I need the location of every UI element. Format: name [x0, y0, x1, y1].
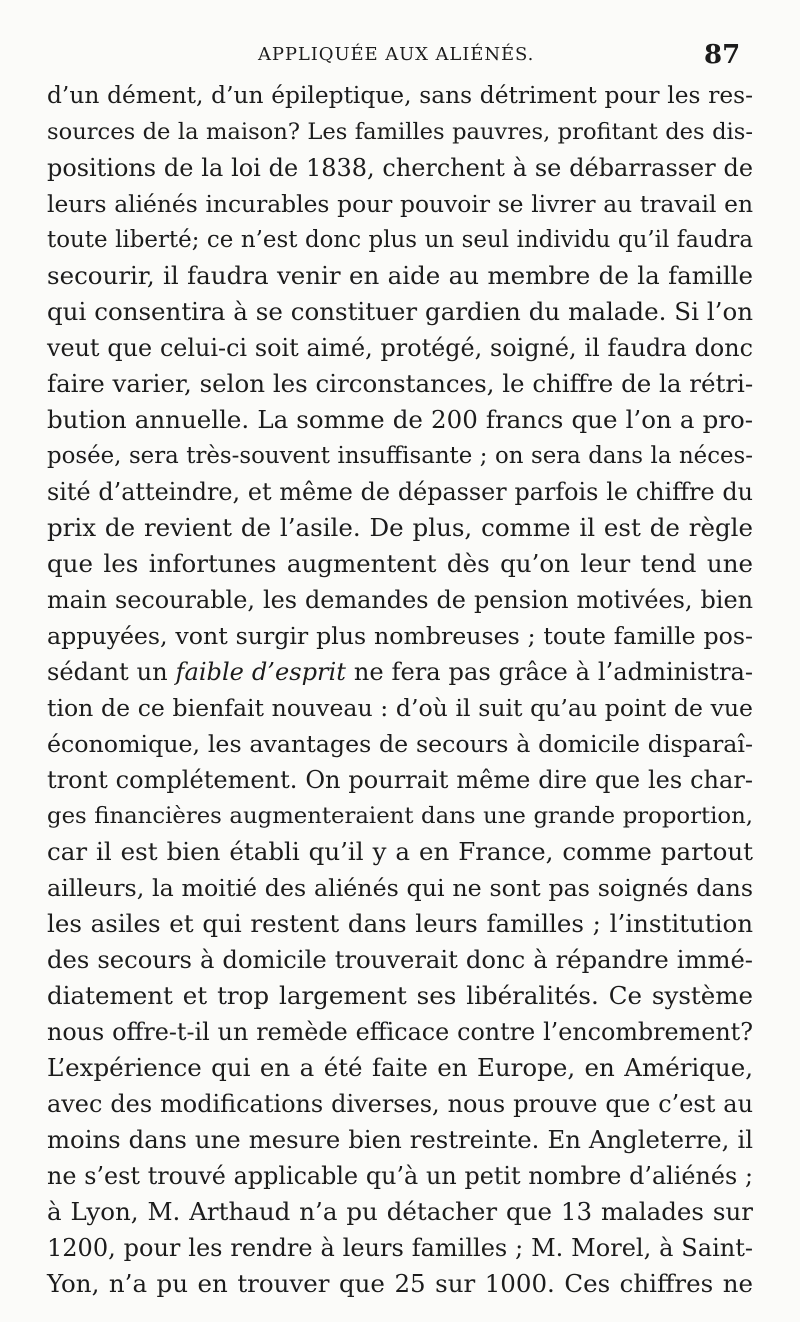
- running-title: APPLIQUÉE AUX ALIÉNÉS.: [258, 44, 535, 65]
- text-line: 1200, pour les rendre à leurs familles ; M. Morel, à Saint-: [47, 1234, 753, 1262]
- text-line: main secourable, les demandes de pension motivées, bien: [47, 586, 753, 614]
- text-line: les asiles et qui restent dans leurs familles ; l’institution: [47, 909, 753, 938]
- text-line: sité d’atteindre, et même de dépasser parfois le chiffre du: [47, 478, 753, 506]
- text-line: avec des modifications diverses, nous prouve que c’est au: [47, 1090, 753, 1118]
- text-line: faire varier, selon les circonstances, le chiffre de la rétri-: [47, 369, 754, 398]
- text-line: leurs aliénés incurables pour pouvoir se livrer au travail en: [47, 190, 753, 218]
- text-line: des secours à domicile trouverait donc à répandre immé-: [47, 945, 753, 974]
- text-line: tion de ce bienfait nouveau : d’où il suit qu’au point de vue: [47, 694, 753, 722]
- text-line: qui consentira à se constituer gardien du malade. Si l’on: [47, 297, 753, 326]
- text-line: moins dans une mesure bien restreinte. En Angleterre, il: [47, 1125, 753, 1154]
- text-line: bution annuelle. La somme de 200 francs que l’on a pro-: [47, 405, 753, 434]
- text-line: veut que celui-ci soit aimé, protégé, soigné, il faudra donc: [47, 334, 753, 362]
- text-line: sources de la maison? Les familles pauvres, profitant des dis-: [47, 119, 753, 145]
- text-line: ne s’est trouvé applicable qu’à un petit nombre d’aliénés ;: [47, 1162, 753, 1190]
- text-line: d’un dément, d’un épileptique, sans détriment pour les res-: [47, 82, 753, 109]
- text-segment: sédant un: [47, 658, 176, 686]
- text-line: que les infortunes augmentent dès qu’on leur tend une: [47, 549, 753, 578]
- text-line: diatement et trop largement ses libéralités. Ce système: [47, 981, 753, 1010]
- page-header: [0, 40, 800, 74]
- text-line: nous offre-t-il un remède efficace contre l’encombrement?: [47, 1018, 753, 1046]
- text-line: car il est bien établi qu’il y a en France, comme partout: [47, 837, 753, 866]
- text-line: L’expérience qui en a été faite en Europe, en Amérique,: [47, 1053, 753, 1082]
- text-segment: ne fera pas grâce à l’administra-: [345, 658, 754, 686]
- text-line: [47, 654, 753, 690]
- text-line: Yon, n’a pu en trouver que 25 sur 1000. Ces chiffres ne: [47, 1269, 753, 1298]
- text-line: tront complétement. On pourrait même dire que les char-: [47, 766, 753, 794]
- body-text: [47, 78, 753, 1302]
- text-line: posée, sera très-souvent insuffisante ; on sera dans la néces-: [47, 443, 753, 469]
- page-number: 87: [704, 40, 741, 70]
- text-line: ailleurs, la moitié des aliénés qui ne sont pas soignés dans: [47, 874, 753, 902]
- text-line: positions de la loi de 1838, cherchent à se débarrasser de: [47, 154, 753, 182]
- italic-phrase: faible d’esprit: [175, 658, 346, 686]
- text-line: économique, les avantages de secours à domicile disparaî-: [47, 730, 753, 758]
- text-line: à Lyon, M. Arthaud n’a pu détacher que 13 malades sur: [47, 1197, 753, 1226]
- text-line: ges financières augmenteraient dans une grande proportion,: [47, 803, 753, 829]
- text-line: prix de revient de l’asile. De plus, comme il est de règle: [47, 513, 753, 542]
- text-line: appuyées, vont surgir plus nombreuses ; toute famille pos-: [47, 622, 753, 650]
- text-line: secourir, il faudra venir en aide au membre de la famille: [47, 261, 753, 290]
- text-line: toute liberté; ce n’est donc plus un seul individu qu’il faudra: [47, 227, 753, 253]
